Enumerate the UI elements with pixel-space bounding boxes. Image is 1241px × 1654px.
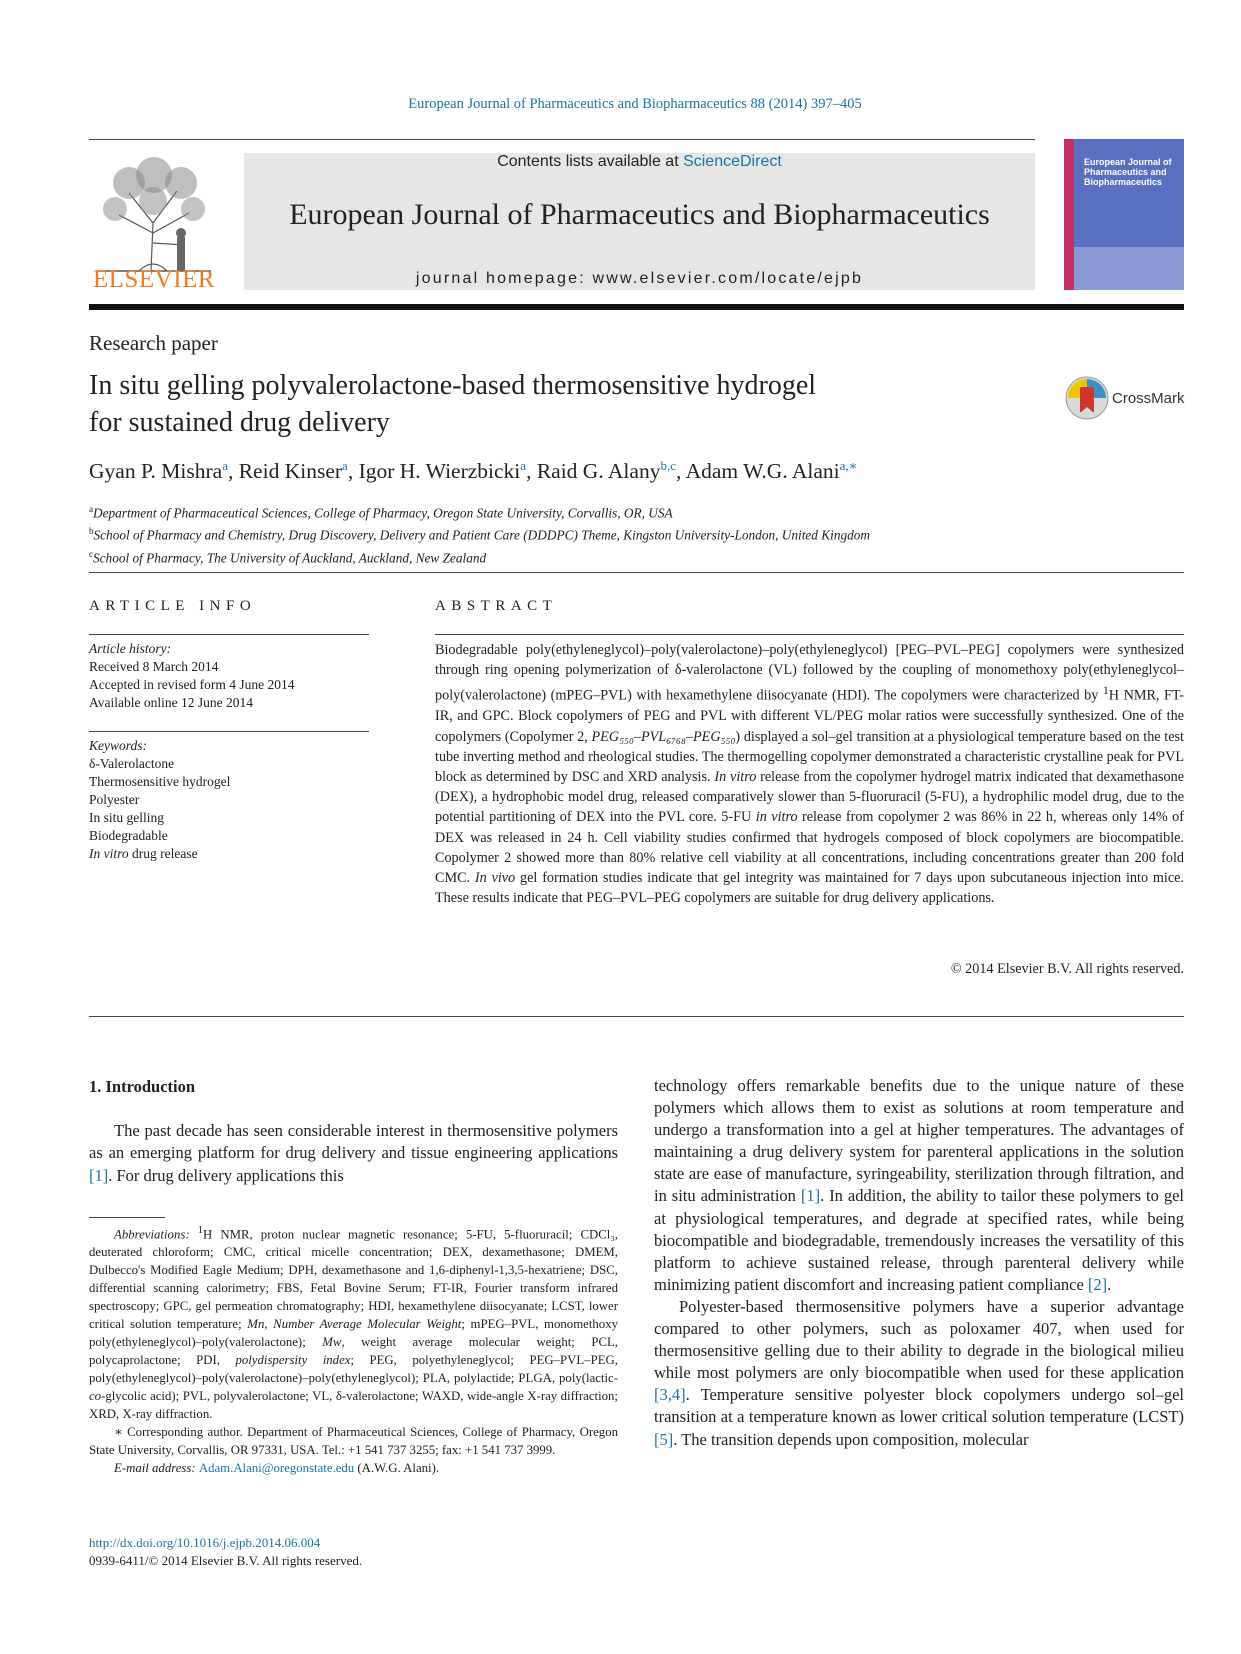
- history-label: Article history:: [89, 641, 172, 656]
- journal-homepage: [244, 270, 1035, 288]
- abbreviations-footnote: Abbreviations: $^1$H NMR, proton nuclear magnetic resonance; 5-FU, 5-fluoruracil; CDCl₃, deuterated chloroform; CMC, critical micelle concentration; DEX, dexamethasone; DMEM, Dulbecco's Modified Eagle Medium; DPH, dexamethasone and 1,6-diphenyl-1,3,5-hexatriene; DSC, differential scanning calorimetry; FBS, Fetal Bovine Serum; FT-IR, Fourier transform infrared spectroscopy; GPC, gel permeation chromatography; HDI, hexamethylene diisocyanate; LCST, lower critical solution temperature; Mn, Number Average Molecular Weight; mPEG–PVL, monomethoxy poly(ethyleneglycol)–poly(valerolactone); Mw, weight average molecular weight; PCL, polycaprolactone; PDI, polydispersity index; PEG, polyethyleneglycol; PEG–PVL–PEG, poly(ethyleneglycol)–poly(valerolactone)–poly(ethyleneglycol); PLA, polylactide; PLGA, poly(lactic-co-glycolic acid); PVL, polyvalerolactone; VL, δ-valerolactone; WAXD, wide-angle X-ray diffraction; XRD, X-ray diffraction.: [89, 1225, 618, 1422]
- author[interactable]: Raid G. Alany$^{b,c}$: [536, 458, 676, 484]
- reference-link[interactable]: [1]: [800, 1186, 821, 1206]
- keyword: In vitro drug release: [89, 846, 198, 861]
- keywords: [89, 737, 379, 863]
- abstract-heading: ABSTRACT: [435, 598, 558, 614]
- introduction-paragraph: Polyester-based thermosensitive polymers have a superior advantage compared to other polymers, such as poloxamer 407, when used for thermosensitive gelling due to their ability to degrade in the biological milieu while most polymers are only biocompatible when used for these application [3,4]. Temperature sensitive polyester block copolymers undergo sol–gel transition at a temperature known as lower critical solution temperature (LCST) [5]. The transition depends upon composition, molecular: [654, 1296, 1184, 1449]
- header-top-rule: [89, 139, 1035, 140]
- crossmark-label[interactable]: CrossMark: [1112, 390, 1185, 407]
- affiliation-rule: [89, 572, 1184, 573]
- reference-link[interactable]: [3,4]: [654, 1385, 686, 1405]
- affiliation: $^b$School of Pharmacy and Chemistry, Drug Discovery, Delivery and Patient Care (DDDPC) Theme, Kingston University-London, United Kingdom: [89, 526, 871, 543]
- contents-prefix: Contents lists available at: [497, 153, 684, 170]
- email-footnote: E-mail address: Adam.Alani@oregonstate.edu (A.W.G. Alani).: [114, 1461, 440, 1476]
- abstract-rule: [435, 634, 1184, 635]
- cover-strip: [1064, 139, 1074, 290]
- journal-name[interactable]: European Journal of Pharmaceutics and Biopharmaceutics: [289, 198, 990, 231]
- corresponding-author-footnote: ∗ Corresponding author. Department of Pharmaceutical Sciences, College of Pharmacy, Oregon State University, Corvallis, OR 97331, USA. Tel.: +1 541 737 3255; fax: +1 541 737 3999.: [89, 1425, 618, 1458]
- accepted-date: Accepted in revised form 4 June 2014: [89, 677, 295, 692]
- reference-link[interactable]: [5]: [654, 1429, 674, 1449]
- reference-link[interactable]: [2]: [1087, 1274, 1108, 1294]
- keyword: Polyester: [89, 792, 140, 807]
- keyword: In situ gelling: [89, 810, 164, 825]
- received-date: Received 8 March 2014: [89, 659, 219, 674]
- cover-title: European Journal of Pharmaceutics and Biopharmaceutics: [1084, 157, 1172, 187]
- article-info-heading: ARTICLE INFO: [89, 598, 257, 614]
- keyword: δ-Valerolactone: [89, 756, 175, 771]
- sciencedirect-link[interactable]: ScienceDirect: [683, 153, 782, 170]
- article-title-line2: for sustained drug delivery: [89, 407, 390, 438]
- journal-reference[interactable]: European Journal of Pharmaceutics and Biopharmaceutics 88 (2014) 397–405: [408, 96, 862, 112]
- author[interactable]: Igor H. Wierzbicki$^a$: [358, 458, 527, 484]
- online-date: Available online 12 June 2014: [89, 695, 253, 710]
- keyword: Thermosensitive hydrogel: [89, 774, 231, 789]
- footnote-rule: [89, 1217, 165, 1218]
- journal-cover-thumbnail[interactable]: [1064, 139, 1184, 290]
- doi-link[interactable]: http://dx.doi.org/10.1016/j.ejpb.2014.06.004: [89, 1535, 321, 1550]
- email-link[interactable]: Adam.Alani@oregonstate.edu: [198, 1461, 355, 1476]
- author-list: Gyan P. Mishra$^a$, Reid Kinser$^a$, Igor H. Wierzbicki$^a$, Raid G. Alany$^{b,c}$, Adam W.G. Alani$^{a,∗}$: [89, 458, 858, 484]
- homepage-url[interactable]: www.elsevier.com/locate/ejpb: [592, 270, 864, 287]
- issn-line: 0939-6411/© 2014 Elsevier B.V. All rights reserved.: [89, 1553, 363, 1568]
- keywords-rule: [89, 731, 369, 732]
- author[interactable]: Reid Kinser$^a$: [238, 458, 348, 484]
- affiliation: $^a$Department of Pharmaceutical Sciences, College of Pharmacy, Oregon State University, Corvallis, OR, USA: [89, 504, 673, 521]
- article-type: Research paper: [89, 331, 218, 355]
- introduction-heading: 1. Introduction: [89, 1077, 196, 1096]
- header-thick-rule: [89, 304, 1184, 310]
- introduction-right-column: [654, 1075, 1184, 1451]
- affiliation: $^c$School of Pharmacy, The University of Auckland, Auckland, New Zealand: [89, 548, 487, 566]
- article-title: [89, 367, 989, 441]
- cover-bottom-panel: [1074, 247, 1184, 290]
- affiliations: [89, 500, 1189, 567]
- contents-line: [244, 153, 1035, 171]
- homepage-prefix: journal homepage:: [415, 270, 593, 287]
- article-info-rule: [89, 634, 369, 635]
- article-title-line1: In situ gelling polyvalerolactone-based thermosensitive hydrogel: [89, 370, 817, 401]
- abstract-text: Biodegradable poly(ethyleneglycol)–poly(valerolactone)–poly(ethyleneglycol) [PEG–PVL–PEG] copolymers were synthesized through ring opening polymerization of δ-valerolactone (VL) followed by the coupling of monomethoxy poly(ethyleneglycol–poly(valerolactone) (mPEG–PVL) with hexamethylene diisocyanate (HDI). The copolymers were characterized by $^1$H NMR, FT-IR, and GPC. Block copolymers of PEG and PVL with different VL/PEG molar ratios were successfully synthesized. One of the copolymers (Copolymer 2, PEG₅₅₀–PVL₆₇₆₈–PEG₅₅₀) displayed a sol–gel transition at a physiological temperature based on the test tube inverting method and rheological studies. The thermogelling copolymer demonstrated a characteristic crystalline peak for PVL block as determined by DSC and XRD analysis. In vitro release from the copolymer hydrogel matrix indicated that dexamethasone (DEX), a hydrophobic model drug, released comparatively slower than 5-fluoruracil (5-FU), a hydrophilic model drug, due to the potential partitioning of DEX into the PVL core. 5-FU in vitro release from copolymer 2 was 86% in 22 h, whereas only 14% of DEX was released in 24 h. Cell viability studies confirmed that hydrogels composed of block copolymers are biocompatible. Copolymer 2 showed more than 80% relative cell viability at all concentrations, including concentrations greater than 200 fold CMC. In vivo gel formation studies indicate that gel integrity was maintained for 7 days upon subcutaneous injection into mice. These results indicate that PEG–PVL–PEG copolymers are suitable for drug delivery applications.: [435, 642, 1185, 907]
- keyword: Biodegradable: [89, 828, 168, 843]
- reference-link[interactable]: [1]: [89, 1165, 109, 1185]
- introduction-paragraph: technology offers remarkable benefits due to the unique nature of these polymers which allows them to exist as solutions at room temperature and undergo a transformation into a gel at higher temperatures. The advantages of maintaining a drug delivery system for parenteral applications in the solution state are ease of manufacture, syringeability, sterilization through filtration, and in situ administration [1]. In addition, the ability to tailor these polymers to gel at physiological temperatures, and degrade at specified rates, while being biocompatible and biodegradable, tremendously increases the versatility of this platform to achieve sustained release, through parenteral delivery while minimizing patient discomfort and increasing patient compliance [2].: [654, 1076, 1184, 1294]
- footnotes: [89, 1222, 618, 1477]
- keywords-label: Keywords:: [89, 738, 147, 753]
- article-history: [89, 640, 379, 712]
- abstract-bottom-rule: [89, 1016, 1184, 1017]
- author[interactable]: Gyan P. Mishra$^a$: [89, 458, 228, 484]
- introduction-paragraph: The past decade has seen considerable interest in thermosensitive polymers as an emerging platform for drug delivery and tissue engineering applications [1]. For drug delivery applications this: [89, 1121, 618, 1185]
- author-corresponding[interactable]: Adam W.G. Alani$^{a,∗}$: [685, 458, 858, 484]
- elsevier-wordmark[interactable]: ELSEVIER: [92, 266, 216, 293]
- abstract-copyright: © 2014 Elsevier B.V. All rights reserved.: [950, 961, 1184, 977]
